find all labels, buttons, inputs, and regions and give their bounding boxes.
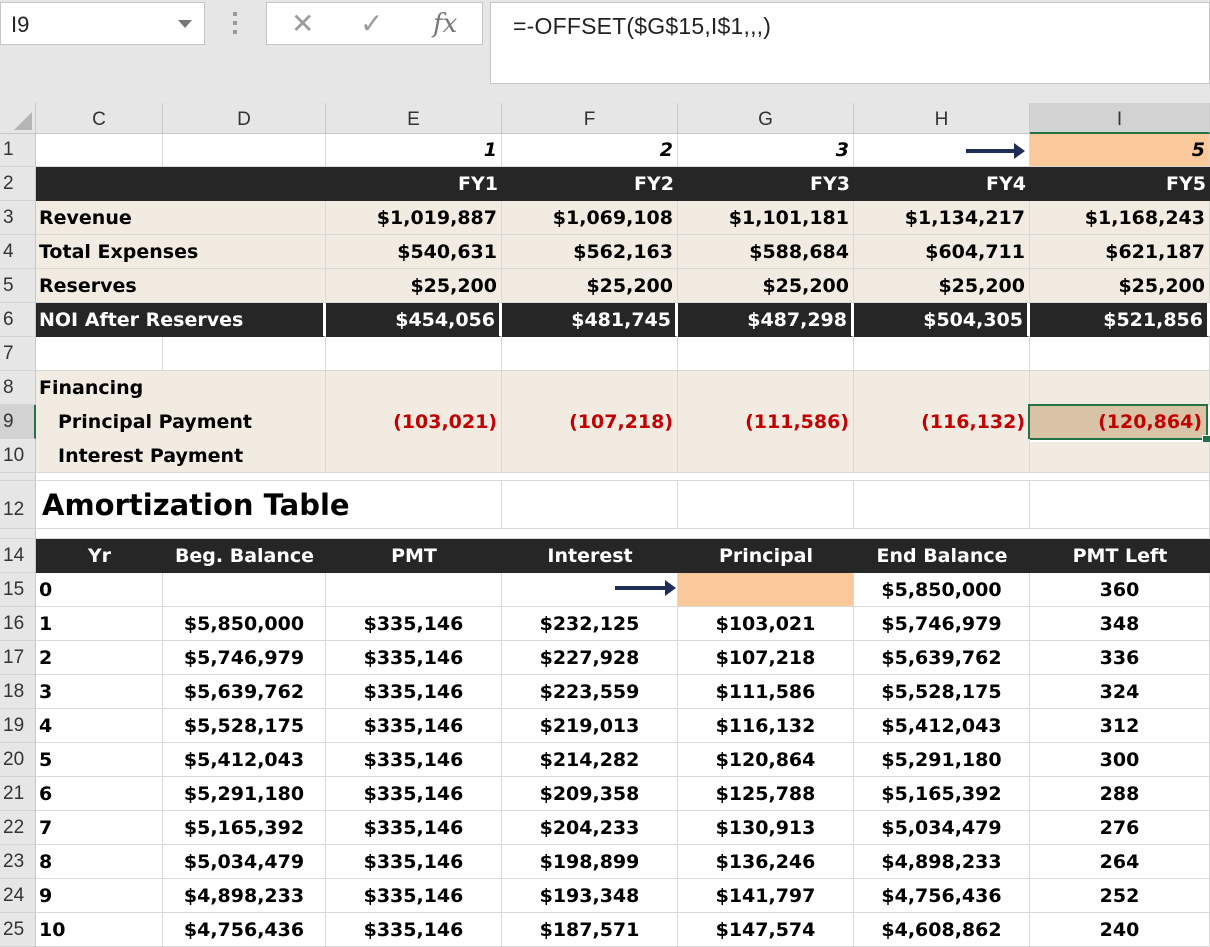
amort-cell-interest[interactable]: $232,125 <box>502 607 678 641</box>
row-header-hidden-11[interactable] <box>0 473 36 481</box>
cancel-icon[interactable]: ✕ <box>291 8 315 39</box>
label-reserves[interactable]: Reserves <box>36 269 326 303</box>
row-header-22[interactable]: 22 <box>0 811 36 845</box>
column-header-d[interactable]: D <box>163 103 326 134</box>
revenue-fy3[interactable]: $1,101,181 <box>678 201 854 235</box>
amort-cell-yr[interactable]: 1 <box>36 607 163 641</box>
column-header-c[interactable]: C <box>36 103 163 134</box>
amort-cell-pmt[interactable]: $335,146 <box>326 743 502 777</box>
amort-cell-pmt[interactable]: $335,146 <box>326 675 502 709</box>
revenue-fy1[interactable]: $1,019,887 <box>326 201 502 235</box>
insert-function-icon[interactable]: fx <box>433 9 458 39</box>
cell-d1[interactable] <box>163 134 326 167</box>
amort-cell-pmt-left[interactable]: 240 <box>1030 913 1210 947</box>
amort-cell-beg-balance[interactable]: $5,746,979 <box>163 641 326 675</box>
row-header-6[interactable]: 6 <box>0 303 36 337</box>
row-header-12[interactable]: 12 <box>0 481 36 529</box>
amort-cell-beg-balance[interactable]: $5,165,392 <box>163 811 326 845</box>
cell-i12[interactable] <box>1030 481 1210 529</box>
label-noi-after-reserves[interactable]: NOI After Reserves <box>36 303 326 337</box>
column-header-f[interactable]: F <box>502 103 678 134</box>
amort-cell-end-balance[interactable]: $4,898,233 <box>854 845 1030 879</box>
amort-cell-principal[interactable]: $141,797 <box>678 879 854 913</box>
amort-cell-pmt[interactable]: $335,146 <box>326 811 502 845</box>
noi-fy3[interactable]: $487,298 <box>678 303 854 337</box>
amort-header-pmt[interactable]: PMT <box>326 539 502 573</box>
row-header-7[interactable]: 7 <box>0 337 36 371</box>
amort-cell-pmt[interactable]: $335,146 <box>326 879 502 913</box>
reserves-fy3[interactable]: $25,200 <box>678 269 854 303</box>
amort-cell-principal[interactable] <box>678 573 854 607</box>
amort-cell-principal[interactable]: $130,913 <box>678 811 854 845</box>
amort-cell-yr[interactable]: 0 <box>36 573 163 607</box>
amort-cell-yr[interactable]: 3 <box>36 675 163 709</box>
amort-cell-pmt-left[interactable]: 288 <box>1030 777 1210 811</box>
cell-f7[interactable] <box>502 337 678 371</box>
revenue-fy5[interactable]: $1,168,243 <box>1030 201 1210 235</box>
formula-buttons <box>266 2 483 45</box>
amort-cell-interest[interactable]: $198,899 <box>502 845 678 879</box>
amort-cell-end-balance[interactable]: $5,412,043 <box>854 709 1030 743</box>
amort-header-principal[interactable]: Principal <box>678 539 854 573</box>
amort-header-yr[interactable]: Yr <box>36 539 163 573</box>
amort-header-beg-balance[interactable]: Beg. Balance <box>163 539 326 573</box>
amort-header-pmt-left[interactable]: PMT Left <box>1030 539 1210 573</box>
noi-fy1[interactable]: $454,056 <box>326 303 502 337</box>
amort-cell-end-balance[interactable]: $5,034,479 <box>854 811 1030 845</box>
cell-i8[interactable] <box>1030 371 1210 405</box>
cell-i1[interactable]: 5 <box>1030 134 1210 167</box>
amort-cell-end-balance[interactable]: $4,756,436 <box>854 879 1030 913</box>
label-interest-payment[interactable]: Interest Payment <box>36 439 326 473</box>
cell-g1[interactable]: 3 <box>678 134 854 167</box>
cell-c1[interactable] <box>36 134 163 167</box>
amort-cell-pmt[interactable]: $335,146 <box>326 913 502 947</box>
amort-cell-yr[interactable]: 5 <box>36 743 163 777</box>
reserves-fy5[interactable]: $25,200 <box>1030 269 1210 303</box>
amort-cell-yr[interactable]: 8 <box>36 845 163 879</box>
amort-cell-beg-balance[interactable] <box>163 573 326 607</box>
row-header-21[interactable]: 21 <box>0 777 36 811</box>
cell-g8[interactable] <box>678 371 854 405</box>
amort-cell-interest[interactable]: $223,559 <box>502 675 678 709</box>
amort-cell-pmt-left[interactable]: 276 <box>1030 811 1210 845</box>
row-header-hidden-13[interactable] <box>0 529 36 539</box>
principal-fy3[interactable]: (111,586) <box>678 405 854 439</box>
amort-cell-beg-balance[interactable]: $4,898,233 <box>163 879 326 913</box>
amort-cell-interest[interactable]: $214,282 <box>502 743 678 777</box>
cell-i7[interactable] <box>1030 337 1210 371</box>
principal-fy1[interactable]: (103,021) <box>326 405 502 439</box>
amort-header-interest[interactable]: Interest <box>502 539 678 573</box>
amort-cell-interest[interactable]: $204,233 <box>502 811 678 845</box>
label-principal-payment[interactable]: Principal Payment <box>36 405 326 439</box>
amort-cell-end-balance[interactable]: $5,746,979 <box>854 607 1030 641</box>
drag-handle-icon[interactable] <box>232 12 238 38</box>
row-header-10[interactable]: 10 <box>0 439 36 473</box>
amort-cell-principal[interactable]: $107,218 <box>678 641 854 675</box>
amort-cell-principal[interactable]: $136,246 <box>678 845 854 879</box>
amort-cell-yr[interactable]: 7 <box>36 811 163 845</box>
pointer-arrow-icon <box>615 586 667 590</box>
row-header-16[interactable]: 16 <box>0 607 36 641</box>
cell-g7[interactable] <box>678 337 854 371</box>
expenses-fy4[interactable]: $604,711 <box>854 235 1030 269</box>
amort-cell-pmt-left[interactable]: 360 <box>1030 573 1210 607</box>
amort-cell-end-balance[interactable]: $5,165,392 <box>854 777 1030 811</box>
row-header-1[interactable]: 1 <box>0 134 36 167</box>
amort-cell-principal[interactable]: $120,864 <box>678 743 854 777</box>
cell-h7[interactable] <box>854 337 1030 371</box>
row-header-20[interactable]: 20 <box>0 743 36 777</box>
cell-i10[interactable] <box>1030 442 1210 473</box>
reserves-fy2[interactable]: $25,200 <box>502 269 678 303</box>
amort-cell-interest[interactable] <box>502 573 678 607</box>
cell-c7[interactable] <box>36 337 163 371</box>
label-total-expenses[interactable]: Total Expenses <box>36 235 326 269</box>
cell-e8[interactable] <box>326 371 502 405</box>
amort-cell-yr[interactable]: 9 <box>36 879 163 913</box>
amort-cell-end-balance[interactable]: $5,850,000 <box>854 573 1030 607</box>
row-header-4[interactable]: 4 <box>0 235 36 269</box>
row-header-14[interactable]: 14 <box>0 539 36 573</box>
column-header-e[interactable]: E <box>326 103 502 134</box>
name-box-value: I9 <box>11 12 30 37</box>
amort-header-end-balance[interactable]: End Balance <box>854 539 1030 573</box>
column-header-i[interactable]: I <box>1030 103 1210 134</box>
expenses-fy3[interactable]: $588,684 <box>678 235 854 269</box>
amort-cell-end-balance[interactable]: $4,608,862 <box>854 913 1030 947</box>
label-financing[interactable]: Financing <box>36 371 326 405</box>
noi-fy2[interactable]: $481,745 <box>502 303 678 337</box>
amortization-title[interactable]: Amortization Table <box>36 481 502 529</box>
cell-h12[interactable] <box>854 481 1030 529</box>
amort-cell-yr[interactable]: 10 <box>36 913 163 947</box>
revenue-fy4[interactable]: $1,134,217 <box>854 201 1030 235</box>
hidden-row-11 <box>36 473 1210 481</box>
expenses-fy5[interactable]: $621,187 <box>1030 235 1210 269</box>
name-box[interactable] <box>0 2 205 45</box>
enter-icon[interactable]: ✓ <box>360 8 384 39</box>
select-all-button[interactable] <box>0 103 36 134</box>
amort-cell-pmt-left[interactable]: 324 <box>1030 675 1210 709</box>
row-header-15[interactable]: 15 <box>0 573 36 607</box>
cell-f10[interactable] <box>502 439 678 473</box>
row-header-18[interactable]: 18 <box>0 675 36 709</box>
amort-cell-pmt[interactable]: $335,146 <box>326 607 502 641</box>
chevron-down-icon[interactable] <box>178 20 192 28</box>
amort-cell-end-balance[interactable]: $5,528,175 <box>854 675 1030 709</box>
amort-cell-pmt-left[interactable]: 348 <box>1030 607 1210 641</box>
amort-cell-yr[interactable]: 2 <box>36 641 163 675</box>
expenses-fy2[interactable]: $562,163 <box>502 235 678 269</box>
reserves-fy1[interactable]: $25,200 <box>326 269 502 303</box>
fy-header-2[interactable]: FY2 <box>502 167 678 201</box>
formula-bar-area <box>0 0 1210 103</box>
amort-cell-beg-balance[interactable]: $5,412,043 <box>163 743 326 777</box>
hidden-row-13 <box>36 529 1210 539</box>
amort-cell-beg-balance[interactable]: $5,034,479 <box>163 845 326 879</box>
active-cell-i9[interactable]: (120,864) <box>1028 404 1208 440</box>
amort-cell-interest[interactable]: $219,013 <box>502 709 678 743</box>
fy-header-3[interactable]: FY3 <box>678 167 854 201</box>
column-header-g[interactable]: G <box>678 103 854 134</box>
amort-cell-principal[interactable]: $103,021 <box>678 607 854 641</box>
amort-cell-interest[interactable]: $209,358 <box>502 777 678 811</box>
amort-cell-pmt-left[interactable]: 252 <box>1030 879 1210 913</box>
pointer-arrow-icon <box>966 149 1016 153</box>
amort-cell-interest[interactable]: $187,571 <box>502 913 678 947</box>
fy-header-5[interactable]: FY5 <box>1030 167 1210 201</box>
noi-fy5[interactable]: $521,856 <box>1030 303 1210 337</box>
fy-header-1[interactable]: FY1 <box>326 167 502 201</box>
amort-cell-principal[interactable]: $147,574 <box>678 913 854 947</box>
row-header-25[interactable]: 25 <box>0 913 36 947</box>
amort-cell-pmt[interactable]: $335,146 <box>326 709 502 743</box>
cell-f8[interactable] <box>502 371 678 405</box>
amort-cell-yr[interactable]: 6 <box>36 777 163 811</box>
row-header-3[interactable]: 3 <box>0 201 36 235</box>
formula-input[interactable] <box>490 2 1210 84</box>
row-header-17[interactable]: 17 <box>0 641 36 675</box>
cell-h10[interactable] <box>854 439 1030 473</box>
principal-fy2[interactable]: (107,218) <box>502 405 678 439</box>
amort-cell-beg-balance[interactable]: $5,291,180 <box>163 777 326 811</box>
amort-cell-pmt[interactable]: $335,146 <box>326 845 502 879</box>
amort-cell-principal[interactable]: $111,586 <box>678 675 854 709</box>
cell-f12[interactable] <box>502 481 678 529</box>
amort-cell-beg-balance[interactable]: $4,756,436 <box>163 913 326 947</box>
row-header-2[interactable]: 2 <box>0 167 36 201</box>
cell-g10[interactable] <box>678 439 854 473</box>
amort-cell-interest[interactable]: $227,928 <box>502 641 678 675</box>
row-header-5[interactable]: 5 <box>0 269 36 303</box>
label-revenue[interactable]: Revenue <box>36 201 326 235</box>
row-header-23[interactable]: 23 <box>0 845 36 879</box>
row-header-8[interactable]: 8 <box>0 371 36 405</box>
amort-cell-principal[interactable]: $125,788 <box>678 777 854 811</box>
row-header-24[interactable]: 24 <box>0 879 36 913</box>
amort-cell-pmt-left[interactable]: 300 <box>1030 743 1210 777</box>
amort-cell-principal[interactable]: $116,132 <box>678 709 854 743</box>
row-header-9[interactable]: 9 <box>0 405 36 439</box>
revenue-fy2[interactable]: $1,069,108 <box>502 201 678 235</box>
amort-cell-pmt-left[interactable]: 336 <box>1030 641 1210 675</box>
cell-e1[interactable]: 1 <box>326 134 502 167</box>
amort-cell-beg-balance[interactable]: $5,528,175 <box>163 709 326 743</box>
cell-h8[interactable] <box>854 371 1030 405</box>
amort-cell-pmt[interactable]: $335,146 <box>326 641 502 675</box>
amort-cell-pmt[interactable] <box>326 573 502 607</box>
header-band-left[interactable] <box>36 167 326 201</box>
noi-fy4[interactable]: $504,305 <box>854 303 1030 337</box>
amort-cell-pmt-left[interactable]: 264 <box>1030 845 1210 879</box>
cell-e10[interactable] <box>326 439 502 473</box>
reserves-fy4[interactable]: $25,200 <box>854 269 1030 303</box>
amort-cell-end-balance[interactable]: $5,639,762 <box>854 641 1030 675</box>
cell-d7[interactable] <box>163 337 326 371</box>
column-header-h[interactable]: H <box>854 103 1030 134</box>
cell-g12[interactable] <box>678 481 854 529</box>
amort-cell-beg-balance[interactable]: $5,639,762 <box>163 675 326 709</box>
amort-cell-interest[interactable]: $193,348 <box>502 879 678 913</box>
cell-e7[interactable] <box>326 337 502 371</box>
cell-f1[interactable]: 2 <box>502 134 678 167</box>
amort-cell-end-balance[interactable]: $5,291,180 <box>854 743 1030 777</box>
expenses-fy1[interactable]: $540,631 <box>326 235 502 269</box>
amort-cell-yr[interactable]: 4 <box>36 709 163 743</box>
amort-cell-beg-balance[interactable]: $5,850,000 <box>163 607 326 641</box>
amort-cell-pmt[interactable]: $335,146 <box>326 777 502 811</box>
amort-cell-pmt-left[interactable]: 312 <box>1030 709 1210 743</box>
formula-text: =-OFFSET($G$15,I$1,,,) <box>513 13 772 39</box>
fy-header-4[interactable]: FY4 <box>854 167 1030 201</box>
row-header-19[interactable]: 19 <box>0 709 36 743</box>
principal-fy4[interactable]: (116,132) <box>854 405 1030 439</box>
